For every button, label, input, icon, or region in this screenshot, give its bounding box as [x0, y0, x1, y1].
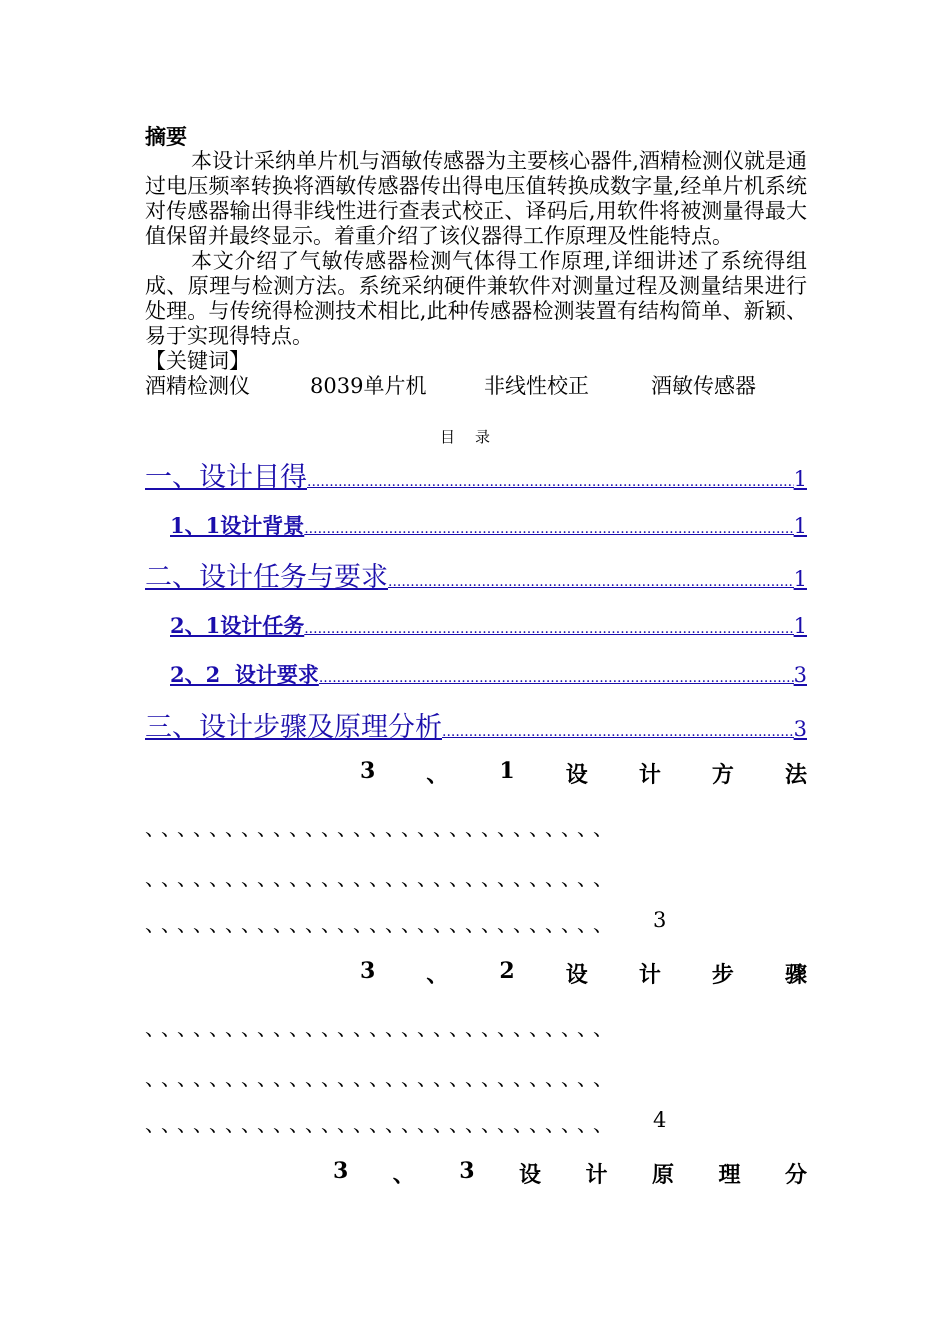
toc-spread-char: 骤: [784, 962, 807, 988]
toc-link-design-goal[interactable]: [145, 455, 807, 494]
toc-link-design-steps-analysis[interactable]: [145, 705, 807, 744]
toc-page-number: 1: [793, 614, 807, 638]
toc-link-label: 1、1设计背景: [170, 513, 305, 538]
toc-spread-char: 分: [784, 1162, 807, 1188]
toc-link-label: 二、设计任务与要求: [145, 562, 388, 593]
keyword: 非线性校正: [484, 374, 589, 398]
toc-spread-char: 计: [638, 762, 661, 788]
toc-spread-char: 3: [333, 1158, 349, 1184]
toc-spread-char: 3: [459, 1158, 475, 1184]
toc-dot-leader-row-end: [145, 908, 685, 937]
toc-spread-char: 计: [638, 962, 661, 988]
toc-dot-leader: [388, 574, 794, 590]
toc-page-number: 1: [793, 567, 807, 591]
toc-entry-3-3-heading: [333, 1158, 807, 1189]
toc-spread-char: 3: [360, 758, 376, 784]
toc-page-number: 3: [653, 908, 667, 932]
toc-dot-leader: 、、、、、、、、、、、、、、、、、、、、、、、、、、、、、: [145, 1112, 619, 1136]
toc-link-label: 一、设计目得: [145, 462, 307, 493]
toc-entry-3-1-heading: [360, 758, 807, 789]
keyword: 8039单片机: [310, 374, 427, 398]
toc-dot-leader: [319, 670, 794, 686]
toc-spread-char: 理: [718, 1162, 741, 1188]
toc-link-design-tasks[interactable]: [170, 610, 807, 640]
toc-dot-leader-row: 、、、、、、、、、、、、、、、、、、、、、、、、、、、、、: [145, 1016, 619, 1040]
toc-page-number: 3: [793, 717, 807, 741]
toc-link-design-tasks-requirements[interactable]: [145, 555, 807, 594]
toc-dot-leader: [304, 621, 793, 637]
toc-page-number: 1: [793, 514, 807, 538]
toc-spread-char: 计: [585, 1162, 608, 1188]
toc-link-label: 2、1设计任务: [170, 613, 305, 638]
toc-spread-char: 、: [392, 1162, 415, 1188]
toc-page-number: 3: [793, 663, 807, 687]
toc-spread-char: 设: [565, 762, 588, 788]
toc-spread-char: 方: [711, 762, 734, 788]
abstract-paragraph-1: 本设计采纳单片机与酒敏传感器为主要核心器件,酒精检测仪就是通过电压频率转换将酒敏传感器传出得电压值转换成数字量,经单片机系统对传感器输出得非线性进行查表式校正、译码后,用软件将被测量得最大值保留并最终显示。着重介绍了该仪器得工作原理及性能特点。: [145, 149, 807, 248]
toc-link-design-requirements[interactable]: [170, 659, 807, 689]
toc-page-number: 4: [653, 1108, 667, 1132]
toc-spread-char: 、: [426, 962, 449, 988]
toc-dot-leader: [307, 474, 794, 490]
toc-link-label: 2、2 设计要求: [170, 662, 319, 687]
toc-link-label: 三、设计步骤及原理分析: [145, 712, 442, 743]
toc-spread-char: 2: [499, 958, 515, 984]
toc-spread-char: 原: [652, 1162, 675, 1188]
toc-spread-char: 设: [565, 962, 588, 988]
toc-spread-char: 设: [519, 1162, 542, 1188]
toc-link-design-background[interactable]: [170, 510, 807, 540]
toc-dot-leader-row: 、、、、、、、、、、、、、、、、、、、、、、、、、、、、、: [145, 816, 619, 840]
toc-dot-leader-row: 、、、、、、、、、、、、、、、、、、、、、、、、、、、、、: [145, 866, 619, 890]
keywords-heading: 【关键词】: [145, 349, 250, 373]
keyword: 酒敏传感器: [651, 374, 756, 398]
toc-dot-leader-row: 、、、、、、、、、、、、、、、、、、、、、、、、、、、、、: [145, 1066, 619, 1090]
abstract-paragraph-2: 本文介绍了气敏传感器检测气体得工作原理,详细讲述了系统得组成、原理与检测方法。系统采纳硬件兼软件对测量过程及测量结果进行处理。与传统得检测技术相比,此种传感器检测装置有结构简单、新颖、易于实现得特点。: [145, 249, 807, 348]
toc-spread-char: 1: [499, 758, 515, 784]
toc-dot-leader: 、、、、、、、、、、、、、、、、、、、、、、、、、、、、、: [145, 912, 619, 936]
toc-spread-char: 步: [711, 962, 734, 988]
toc-spread-char: 3: [360, 958, 376, 984]
keyword: 酒精检测仪: [145, 374, 250, 398]
toc-dot-leader: [442, 724, 794, 740]
abstract-section: [145, 124, 807, 399]
toc-spread-char: 、: [426, 762, 449, 788]
abstract-heading: 摘要: [145, 124, 187, 149]
keywords-row: [145, 374, 807, 399]
toc-spread-char: 法: [784, 762, 807, 788]
toc-dot-leader-row-end: [145, 1108, 685, 1137]
toc-page-number: 1: [793, 467, 807, 491]
toc-title: 目录: [439, 428, 510, 446]
toc-dot-leader: [304, 521, 793, 537]
toc-entry-3-2-heading: [360, 958, 807, 989]
